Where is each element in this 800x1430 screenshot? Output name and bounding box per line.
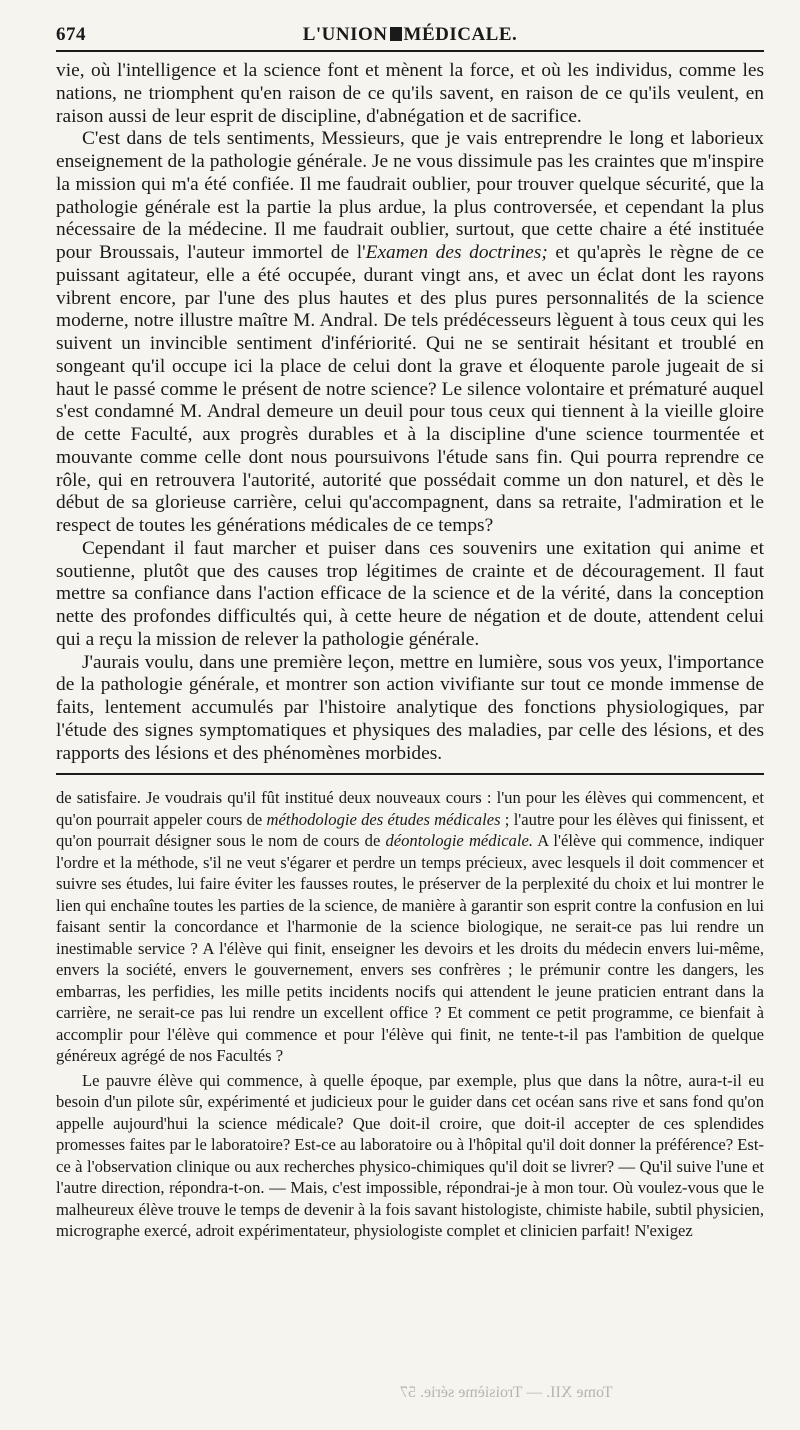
ornament-icon xyxy=(390,27,402,41)
text-run: C'est dans de tels sentiments, Messieurs, que je vais entreprendre le long et laborieux enseignement de la pathologie générale. Je ne vous dissimule pas les craintes que m'inspire la mission qui m'a été confiée. Il me faudrait oublier, pour trouver quelque sécurité, que la pathologie générale est la partie la plus ardue, la plus controversée, et cependant la plus nécessaire de la médecine. Il me faudrait oublier, surtout, que cette chaire a été instituée pour Broussais, l'auteur immortel de l' xyxy=(56,128,764,263)
journal-title-left: L'UNION xyxy=(302,24,388,45)
journal-title-right: MÉDICALE. xyxy=(403,24,518,45)
text-run: de satisfaire. Je voudrais qu'il fût institué deux nouveaux cours : l'un pour les élèves qui commencent, et qu'on pourrait appeler cours de xyxy=(56,788,764,829)
text-run: ; l'autre pour les élèves qui finissent, et qu'on pourrait désigner sous le nom de cours de xyxy=(56,809,764,851)
course-name: déontologie médicale. xyxy=(385,831,533,851)
text-run: et qu'après le règne de ce puissant agitateur, elle a été occupée, durant vingt ans, et avec un éclat dont les rayons vibrent encore, par l'une des plus hautes et des plus pures personnalités de la science moderne, notre illustre maître M. Andral. De tels prédécesseurs lèguent à tous ceux qui les suivent un invincible sentiment d'infériorité. Qui ne se sentirait hésitant et troublé en songeant qu'il occupe ici la place de celui dont la grave et éloquente parole jugeait de si haut le passé comme le présent de notre science? Le silence volontaire et prématuré auquel s'est condamné M. Andral demeure un deuil pour tous ceux qui tiennent à la vieille gloire de cette Faculté, aux progrès durables et à la discipline d'une science tourmentée et mouvante comme celle dont nous poursuivons l'étude sans fin. Qui pourra reprendre ce rôle, qui en retrouvera l'autorité, autorité que possédait comme un don naturel, et dès le début de sa glorieuse carrière, celui qu'accompagnent, dans sa retraite, l'admiration et le respect de toutes les générations médicales de ce temps? xyxy=(56,242,764,536)
text-run: A l'élève qui commence, indiquer l'ordre et la méthode, s'il ne veut s'égarer et perdre un temps précieux, avec lesquels il doit commencer et suivre ses études, lui faire éviter les fausses routes, le préserver de la perplexité du choix et lui montrer le lien qui enchaîne toutes les parties de la science, de manière à garantir son esprit contre la confusion en lui faisant sentir la concordance et l'harmonie de la science biologique, ne serait-ce pas lui rendre un inestimable service ? A l'élève qui finit, enseigner les devoirs et les droits du médecin envers lui-même, envers la société, envers le gouvernement, envers ses confrères ; le prémunir contre les dangers, les embarras, les perfidies, les mille petits incidents nocifs qui attendent le jeune praticien entrant dans la carrière, ne serait-ce pas lui rendre un excellent office ? Et comment ce petit programme, ce bienfait à accomplir pour l'élève qui commence et pour l'élève qui finit, ne tente-t-il pas l'ambition de quelque généreux agrégé de nos Facultés ? xyxy=(56,831,764,1066)
footnote-paragraph: Le pauvre élève qui commence, à quelle époque, par exemple, plus que dans la nôtre, aura-t-il eu besoin d'un pilote sûr, expérimenté et judicieux pour le guider dans cet océan sans rive et sans fond qu'on appelle aujourd'hui la science médicale? Que doit-il croire, que doit-il accepter de ces splendides promesses faites par le laboratoire? Est-ce au laboratoire ou à l'hôpital qu'il doit donner la préférence? Est-ce à l'observation clinique ou aux recherches physico-chimiques qu'il doit se livrer? — Qu'il suive l'une et l'autre direction, répondra-t-on. — Mais, c'est impossible, répondrai-je à mon tour. Où voulez-vous que le malheureux élève trouve le temps de devenir à la fois savant histologiste, chimiste habile, subtil physicien, micrographe exercé, adroit expérimentateur, physiologiste complet et clinicien parfait! N'exigez xyxy=(56,1070,764,1241)
journal-title xyxy=(56,24,764,46)
footnote-paragraph xyxy=(56,787,764,1067)
paragraph: vie, où l'intelligence et la science font et mènent la force, et où les individus, comme les nations, ne triomphent qu'en raison de ce qu'ils savent, en raison de ce qu'ils veulent, en raison aussi de leur esprit de discipline, d'abnégation et de sacrifice. xyxy=(56,60,764,127)
paragraph xyxy=(56,128,764,538)
running-head xyxy=(56,22,764,52)
paragraph: J'aurais voulu, dans une première leçon, mettre en lumière, sous vos yeux, l'importance de la pathologie générale, et montrer son action vivifiante sur tout ce monde immense de faits, lentement accumulés par l'histoire analytique des fonctions physiologiques, par l'étude des signes symptomatiques et physiques des maladies, par celle des lésions, et des rapports des lésions et des phénomènes morbides. xyxy=(56,651,764,764)
footnote-divider xyxy=(56,773,764,775)
book-title: Examen des doctrines; xyxy=(365,242,548,263)
main-text xyxy=(56,60,764,765)
page-number: 674 xyxy=(56,24,86,45)
show-through-text: Tome XII. — Troisième série. 57 xyxy=(400,1384,613,1401)
footnote xyxy=(56,787,764,1242)
course-name: méthodologie des études médicales xyxy=(266,809,501,829)
paragraph: Cependant il faut marcher et puiser dans ces souvenirs une exitation qui anime et soutienne, plutôt que des causes trop légitimes de crainte et de découragement. Il faut mettre sa confiance dans l'action efficace de la science et de la vérité, dans la conception nette des profondes difficultés qui, à cette heure de négation et de doute, attendent celui qui a reçu la mission de relever la pathologie générale. xyxy=(56,537,764,650)
